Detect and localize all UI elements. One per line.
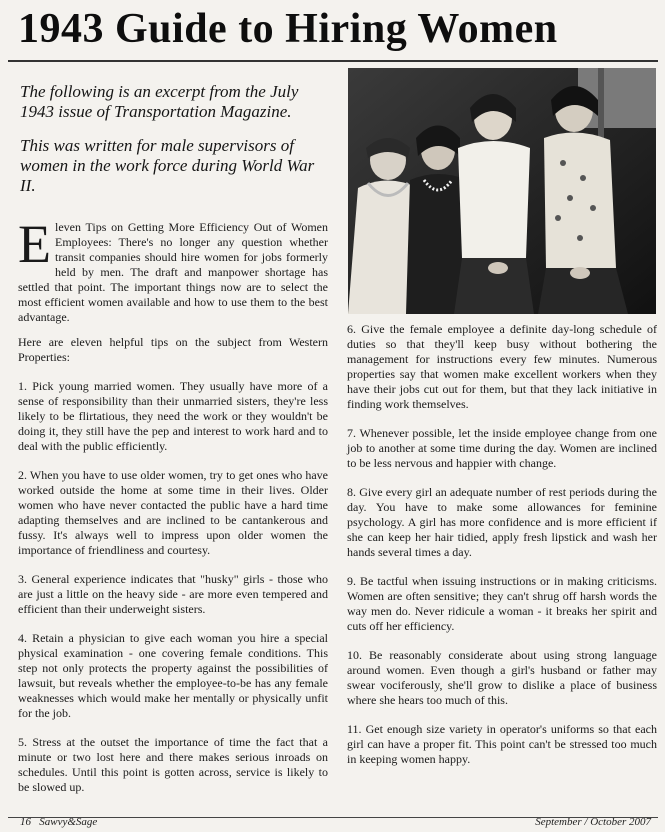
tip-10: 10. Be reasonably considerate about using strong language around women. Even though a girl's husband or father may swear vociferously, she'll grow to dislike a place of business where she hears too much of this. [347, 648, 657, 707]
intro-paragraph-2: This was written for male supervisors of women in the work force during World War II. [20, 136, 315, 195]
tip-2: 2. When you have to use older women, try to get ones who have worked outside the home at some time in their lives. Older women who have never contacted the public have a hard time adapting themselves and are inclined to be cantankerous and fussy. It's always well to impress upon older women the importance of friendliness and courtesy. [18, 468, 328, 557]
historic-photo [348, 68, 656, 314]
issue-date: September / October 2007 [535, 816, 651, 828]
tip-11: 11. Get enough size variety in operator's uniforms so that each girl can have a proper fit. This point can't be stressed too much in keeping women happy. [347, 722, 657, 766]
women-group-photo-image [348, 68, 656, 314]
page-title: 1943 Guide to Hiring Women [18, 6, 558, 52]
tip-9: 9. Be tactful when issuing instructions or in making criticisms. Women are often sensitive; they can't shrug off harsh words the way men do. Never ridicule a woman - it breaks her spirit and cuts off her efficiency. [347, 574, 657, 633]
page-number: 16 [20, 816, 31, 828]
tip-3: 3. General experience indicates that "husky" girls - those who are just a little on the heavy side - are more even tempered and efficient than their underweight sisters. [18, 572, 328, 616]
article-subhead: Here are eleven helpful tips on the subject from Western Properties: [18, 335, 328, 364]
tip-4: 4. Retain a physician to give each woman you hire a special physical examination - one covering female conditions. This step not only protects the property against the possibilities of lawsuit, but reveals whether the employee-to-be has any female weaknesses which would make her mentally or physically unfit for the job. [18, 631, 328, 720]
publication-name: Sawvy&Sage [39, 816, 98, 828]
title-divider [8, 60, 658, 62]
article-lead-paragraph [18, 214, 328, 325]
tip-1: 1. Pick young married women. They usually have more of a sense of responsibility than their unmarried sisters, they're less likely to be flirtatious, they need the work or they wouldn't be doing it, they still have the pep and interest to work hard and to deal with the public efficiently. [18, 379, 328, 453]
article-right-column [347, 322, 657, 781]
lead-text: leven Tips on Getting More Efficiency Out of Women Employees: There's no longer any question whether transit companies should hire women for jobs formerly held by men. The draft and manpower shortage has settled that point. The important things now are to select the most efficient women available and how to use them to the best advantage. [18, 220, 328, 324]
tip-6: 6. Give the female employee a definite day-long schedule of duties so that they'll keep busy without bothering the management for instructions every few minutes. Numerous properties say that women make excellent workers when they have their jobs cut out for them, but that they lack initiative in finding work themselves. [347, 322, 657, 411]
tip-7: 7. Whenever possible, let the inside employee change from one job to another at some time during the day. Women are inclined to be less nervous and happier with change. [347, 426, 657, 470]
tip-8: 8. Give every girl an adequate number of rest periods during the day. You have to make some allowances for feminine psychology. A girl has more confidence and is more efficient if she can keep her hair tidied, apply fresh lipstick and wash her hands several times a day. [347, 485, 657, 559]
intro-paragraph-1: The following is an excerpt from the July 1943 issue of Transportation Magazine. [20, 82, 299, 121]
footer-left [20, 816, 97, 828]
article-left-column [18, 214, 328, 809]
tip-5: 5. Stress at the outset the importance of time the fact that a minute or two lost here and there makes serious inroads on schedules. Until this point is gotten across, service is likely to be slowed up. [18, 735, 328, 794]
drop-cap-letter: E [18, 214, 51, 274]
